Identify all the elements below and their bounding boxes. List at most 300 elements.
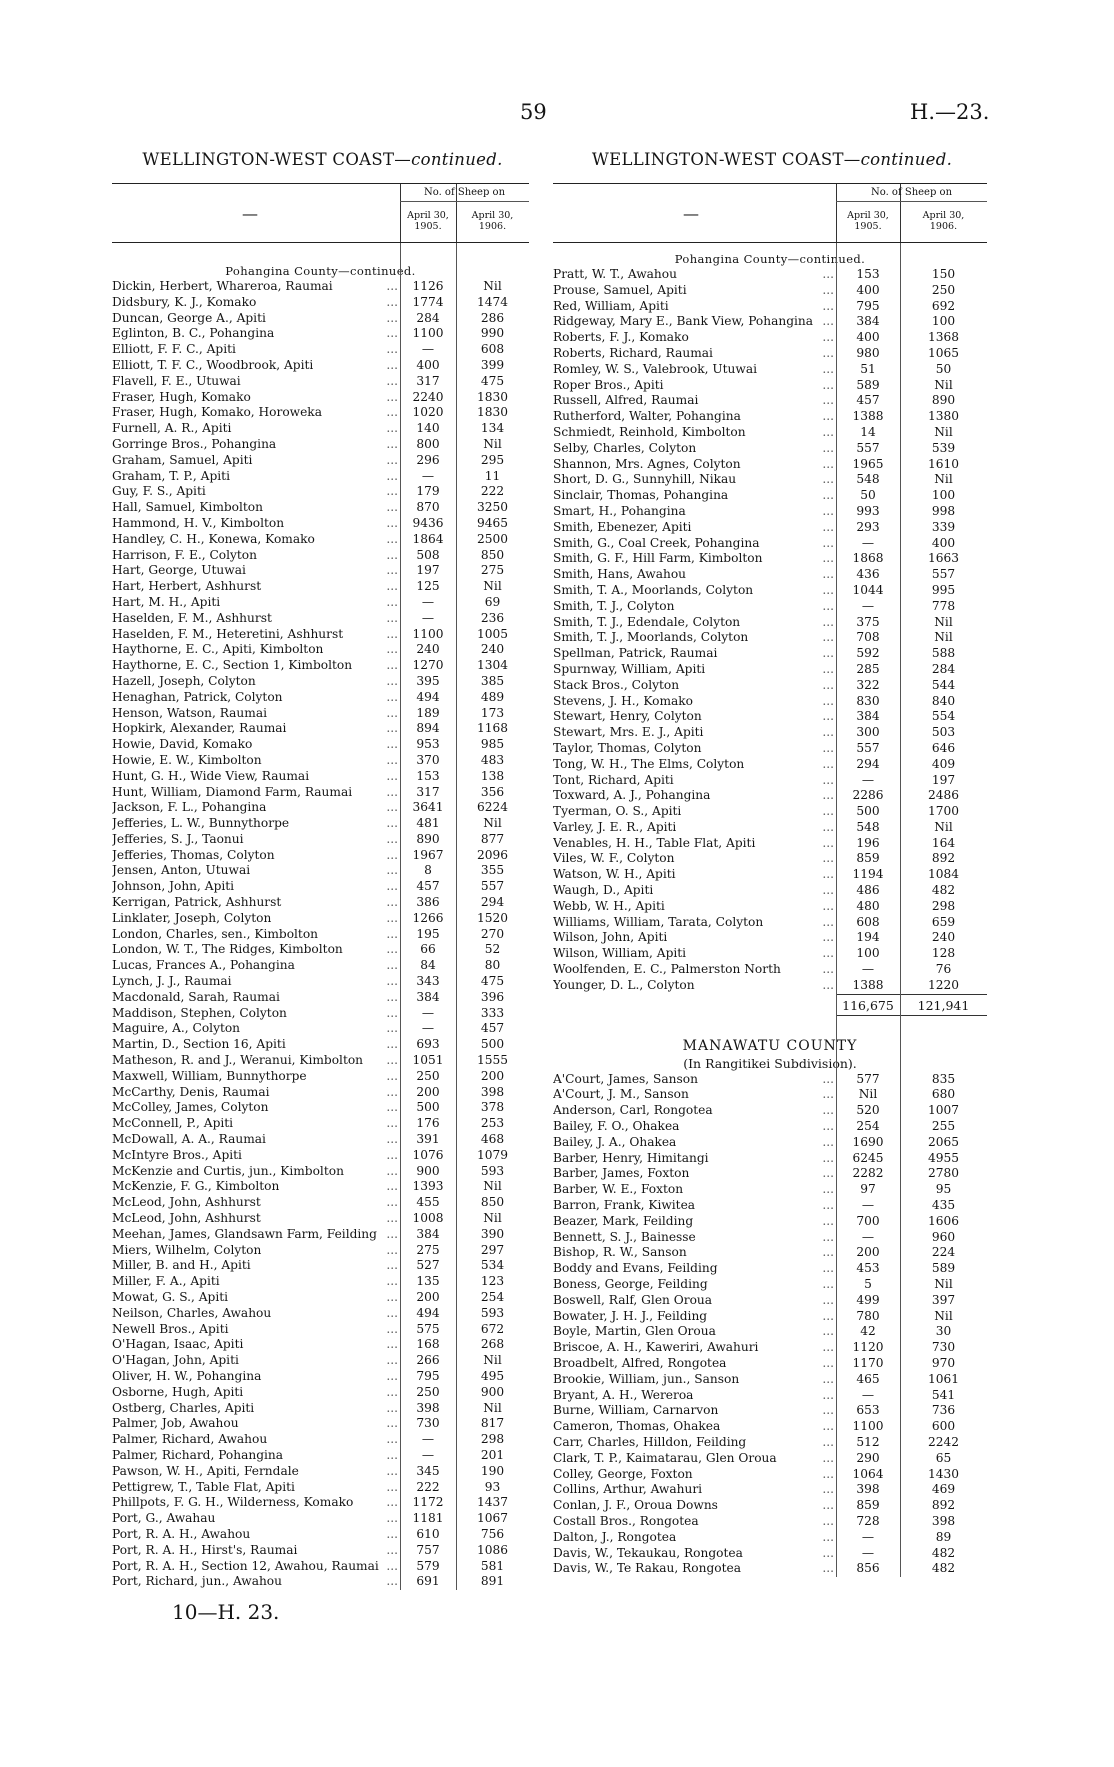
sheep-1905: 5 [864, 1277, 872, 1292]
holder-name: Smith, G., Coal Creek, Pohangina ... [553, 535, 834, 550]
table-row [112, 658, 529, 674]
table-row [112, 627, 529, 643]
sheep-1905: 577 [856, 1071, 880, 1086]
sheep-1905: 457 [416, 879, 440, 894]
left-column [112, 150, 529, 1624]
sheep-1905: 197 [416, 563, 440, 578]
sheep-1906: 398 [480, 1084, 505, 1099]
sheep-1905: 993 [856, 503, 880, 518]
sheep-1905: 1965 [852, 456, 884, 471]
holder-name: Hammond, H. V., Kimbolton ... [112, 515, 398, 530]
table-row [553, 314, 987, 330]
holder-name: Stevens, J. H., Komako ... [553, 693, 834, 708]
sheep-1905: 195 [416, 926, 440, 941]
sheep-1906: 817 [480, 1416, 505, 1431]
table-row [112, 1116, 529, 1132]
sheep-1905: 135 [416, 1274, 440, 1289]
table-row [553, 646, 987, 662]
sheep-1906: 255 [931, 1119, 956, 1134]
sheep-1906: 995 [931, 582, 956, 597]
holder-name: Barber, James, Foxton ... [553, 1166, 834, 1181]
sheep-1906: 164 [931, 835, 956, 850]
sheep-1906: 970 [931, 1356, 956, 1370]
sheep-1906: 398 [931, 1513, 956, 1528]
sheep-1905: 275 [416, 1242, 440, 1257]
table-row [553, 1230, 987, 1246]
sheep-1906: Nil [934, 472, 953, 487]
sheep-1905: 830 [856, 693, 880, 708]
sheep-1906: 581 [480, 1558, 505, 1573]
sheep-1906: Nil [934, 1277, 953, 1292]
sheep-1906: 128 [931, 946, 956, 961]
table-row [112, 563, 529, 579]
sheep-1905: 494 [416, 689, 440, 704]
holder-name: Romley, W. S., Valebrook, Utuwai ... [553, 361, 834, 376]
sheep-1905: 284 [416, 310, 440, 325]
holder-name: Watson, W. H., Apiti ... [553, 867, 834, 882]
holder-name: Wilson, William, Apiti ... [553, 946, 834, 961]
table-row [553, 1309, 987, 1325]
holder-name: Henson, Watson, Raumai ... [112, 705, 398, 720]
holder-name: A'Court, James, Sanson ... [553, 1071, 834, 1086]
table-row [112, 753, 529, 769]
sheep-1905: 100 [856, 946, 880, 961]
sheep-1905: 708 [856, 630, 880, 645]
sheep-1906: 1555 [476, 1053, 509, 1068]
holder-name: Shannon, Mrs. Agnes, Colyton ... [553, 456, 834, 471]
holder-name: Carr, Charles, Hilldon, Feilding ... [553, 1434, 834, 1449]
holder-name: Port, R. A. H., Section 12, Awahou, Raumai ... [112, 1558, 398, 1573]
sheep-1905: 795 [416, 1368, 440, 1383]
footer-signature: 10—H. 23. [172, 1600, 280, 1625]
holder-name: Red, William, Apiti ... [553, 298, 834, 313]
sheep-1906: 333 [480, 1005, 505, 1020]
sheep-1905: 250 [416, 1068, 440, 1083]
sheep-1905: 512 [856, 1434, 880, 1449]
sheep-1905: 293 [856, 519, 880, 534]
holder-name: Roper Bros., Apiti ... [553, 377, 834, 392]
table-row [112, 721, 529, 737]
holder-name: Fraser, Hugh, Komako ... [112, 389, 398, 404]
table-row [553, 694, 987, 710]
table-row [553, 851, 987, 867]
sheep-1905: 14 [860, 424, 876, 439]
table-row [112, 484, 529, 500]
holder-name: Tont, Richard, Apiti ... [553, 772, 834, 787]
sheep-1905: 200 [416, 1290, 440, 1304]
holder-name: Ridgeway, Mary E., Bank View, Pohangina ... [553, 314, 834, 329]
sheep-1905: 592 [856, 646, 880, 661]
table-row [112, 1448, 529, 1464]
sheep-1905: 1172 [412, 1495, 444, 1510]
sheep-1905: 8 [424, 863, 432, 878]
table-row [112, 595, 529, 611]
table-row [112, 611, 529, 627]
sheep-1905: 1270 [412, 658, 444, 673]
holder-name: Stack Bros., Colyton ... [553, 677, 834, 692]
table-row [553, 1451, 987, 1467]
holder-name: Bailey, F. O., Ohakea ... [553, 1119, 834, 1134]
sheep-1906: Nil [483, 579, 502, 594]
sheep-1906: 95 [935, 1182, 952, 1197]
holder-name: Hall, Samuel, Kimbolton ... [112, 500, 398, 515]
sheep-1906: 2500 [476, 531, 509, 546]
sheep-1906: 1086 [476, 1542, 509, 1557]
table-row [112, 1574, 529, 1590]
sheep-1906: 254 [480, 1290, 505, 1304]
sheep-1905: 500 [856, 804, 880, 819]
table-row [112, 500, 529, 516]
sheep-1905: 386 [416, 895, 440, 910]
table-row [112, 863, 529, 879]
holder-name: Henaghan, Patrick, Colyton ... [112, 689, 398, 704]
holder-name: Port, G., Awahau ... [112, 1511, 398, 1526]
table-row [112, 1495, 529, 1511]
holder-name: Haselden, F. M., Heteretini, Ashhurst ... [112, 626, 398, 641]
holder-name: Barber, Henry, Himitangi ... [553, 1150, 834, 1165]
holder-name: Miller, F. A., Apiti ... [112, 1274, 398, 1289]
table-row [553, 583, 987, 599]
right-header-span: No. of Sheep on [836, 187, 987, 202]
holder-name: Prouse, Samuel, Apiti ... [553, 282, 834, 297]
sheep-1906: 4955 [927, 1150, 960, 1165]
right-column [553, 150, 987, 1577]
sheep-1905: 1967 [412, 847, 444, 862]
holder-name: Didsbury, K. J., Komako ... [112, 294, 398, 309]
sheep-1906: 123 [480, 1274, 505, 1289]
holder-name: McKenzie, F. G., Kimbolton ... [112, 1179, 398, 1194]
sheep-1906: 356 [480, 784, 505, 799]
right-table-header [553, 183, 987, 243]
holder-name: Beazer, Mark, Feilding ... [553, 1213, 834, 1228]
sheep-1906: 240 [480, 642, 505, 657]
sheep-1906: 469 [931, 1482, 956, 1497]
sheep-1906: 435 [931, 1198, 956, 1213]
holder-name: Short, D. G., Sunnyhill, Nikau ... [553, 472, 834, 487]
holder-name: Hart, Herbert, Ashhurst ... [112, 579, 398, 594]
holder-name: Spellman, Patrick, Raumai ... [553, 646, 834, 661]
holder-name: McLeod, John, Ashhurst ... [112, 1211, 398, 1226]
sheep-1906: 268 [480, 1337, 505, 1352]
table-row [112, 832, 529, 848]
table-row [553, 1561, 987, 1577]
table-row [553, 1388, 987, 1404]
sheep-1906: 544 [931, 677, 956, 692]
table-row [112, 1480, 529, 1496]
sheep-1905: 453 [856, 1261, 880, 1276]
sheep-1906: 1220 [927, 977, 960, 992]
holder-name: Boness, George, Feilding ... [553, 1277, 834, 1292]
sheep-1906: 877 [480, 831, 505, 846]
table-row [112, 769, 529, 785]
holder-name: McIntyre Bros., Apiti ... [112, 1147, 398, 1162]
sheep-1906: 1437 [476, 1495, 509, 1510]
sheep-1905: 795 [856, 298, 880, 313]
holder-name: Jefferies, L. W., Bunnythorpe ... [112, 816, 398, 831]
sheep-1905: 296 [416, 452, 440, 467]
table-row [112, 1211, 529, 1227]
table-row [112, 326, 529, 342]
table-row [553, 930, 987, 946]
sheep-1905: 375 [856, 614, 880, 629]
sheep-1905: 436 [856, 567, 880, 582]
sheep-1906: 3250 [476, 500, 509, 515]
table-row [553, 836, 987, 852]
holder-name: Howie, E. W., Kimbolton ... [112, 752, 398, 767]
table-row [553, 615, 987, 631]
holder-name: McKenzie and Curtis, jun., Kimbolton ... [112, 1163, 398, 1178]
sheep-1905: 527 [416, 1258, 440, 1273]
holder-name: Collins, Arthur, Awahuri ... [553, 1482, 834, 1497]
sheep-1905: Nil [858, 1087, 878, 1102]
holder-name: Guy, F. S., Apiti ... [112, 484, 398, 499]
sheep-1905: 653 [856, 1403, 880, 1418]
holder-name: Port, Richard, jun., Awahou ... [112, 1574, 398, 1589]
sheep-1906: 892 [931, 851, 956, 866]
table-row [553, 725, 987, 741]
sheep-1906: 30 [935, 1324, 952, 1339]
holder-name: McDowall, A. A., Raumai ... [112, 1132, 398, 1147]
table-row [553, 1277, 987, 1293]
table-row [553, 899, 987, 915]
holder-name: Smith, T. J., Moorlands, Colyton ... [553, 630, 834, 645]
sheep-1905: 1100 [412, 626, 444, 641]
sheep-1906: 200 [480, 1068, 505, 1083]
sheep-1905: 1690 [852, 1134, 884, 1149]
sheep-1905: 870 [416, 500, 440, 515]
holder-name: Smith, T. J., Colyton ... [553, 598, 834, 613]
table-row [112, 1353, 529, 1369]
sheep-1905: 285 [856, 661, 880, 676]
table-row [112, 1243, 529, 1259]
sheep-1906: 275 [480, 563, 505, 578]
sheep-1906: 475 [480, 974, 505, 989]
table-row [553, 788, 987, 804]
sheep-1906: 298 [931, 898, 956, 913]
table-row [112, 1164, 529, 1180]
sheep-1905: 400 [856, 330, 880, 345]
left-section-heading: Pohangina County—continued. [225, 264, 416, 278]
holder-name: Roberts, F. J., Komako ... [553, 330, 834, 345]
sheep-1906: 6224 [476, 800, 509, 815]
holder-name: Maguire, A., Colyton ... [112, 1021, 398, 1036]
holder-name: Hunt, William, Diamond Farm, Raumai ... [112, 784, 398, 799]
table-row [112, 1369, 529, 1385]
table-row [112, 1179, 529, 1195]
sheep-1906: 197 [931, 772, 956, 787]
holder-name: Selby, Charles, Colyton ... [553, 440, 834, 455]
sheep-1905: 548 [856, 819, 880, 834]
table-row [553, 1403, 987, 1419]
holder-name: Howie, David, Komako ... [112, 737, 398, 752]
sheep-1905: 1864 [412, 531, 444, 546]
sheep-1906: Nil [934, 1308, 953, 1323]
holder-name: Hazell, Joseph, Colyton ... [112, 673, 398, 688]
holder-name: Sinclair, Thomas, Pohangina ... [553, 488, 834, 503]
holder-name: Jefferies, Thomas, Colyton ... [112, 847, 398, 862]
table-row [112, 674, 529, 690]
sheep-1905: 194 [856, 930, 880, 945]
table-row [112, 1274, 529, 1290]
table-row [553, 283, 987, 299]
right-header-col2: April 30, 1906. [922, 210, 965, 232]
sheep-1905: — [421, 1021, 435, 1036]
holder-name: Dickin, Herbert, Whareroa, Raumai ... [112, 279, 398, 293]
sheep-1906: 534 [480, 1258, 505, 1273]
sheep-1906: 1830 [476, 405, 509, 420]
sheep-1906: Nil [483, 1211, 502, 1226]
sheep-1905: 1868 [852, 551, 884, 566]
holder-name: Taylor, Thomas, Colyton ... [553, 740, 834, 755]
sheep-1906: 1084 [927, 867, 960, 882]
sheep-1906: Nil [934, 614, 953, 629]
table-row [112, 1258, 529, 1274]
table-row [553, 1135, 987, 1151]
sheep-1905: 384 [856, 709, 880, 724]
sheep-1906: 680 [931, 1087, 956, 1102]
table-row [553, 773, 987, 789]
sheep-1906: 224 [931, 1245, 956, 1260]
table-row [112, 1306, 529, 1322]
sheep-1906: 503 [931, 725, 956, 740]
sheep-1906: 284 [931, 661, 956, 676]
table-row [553, 662, 987, 678]
sheep-1906: 1380 [927, 409, 960, 424]
table-row [553, 1151, 987, 1167]
sheep-1906: 1610 [927, 456, 960, 471]
left-table-body [112, 243, 529, 1590]
sheep-1906: 588 [931, 646, 956, 661]
table-row [112, 816, 529, 832]
holder-name: McCarthy, Denis, Raumai ... [112, 1084, 398, 1099]
sheep-1905: 266 [416, 1353, 440, 1368]
sheep-1905: 398 [416, 1400, 440, 1415]
left-title-continued: continued. [411, 150, 503, 169]
sheep-1905: 1120 [852, 1340, 884, 1355]
holder-name: Harrison, F. E., Colyton ... [112, 547, 398, 562]
sheep-1905: 300 [856, 725, 880, 740]
holder-name: Macdonald, Sarah, Raumai ... [112, 989, 398, 1004]
sheep-1905: 557 [856, 740, 880, 755]
sheep-1905: 481 [416, 816, 440, 831]
table-row [553, 741, 987, 757]
sheep-1906: 9465 [476, 515, 509, 530]
sheep-1906: 400 [931, 535, 956, 550]
sheep-1905: 1266 [412, 910, 444, 925]
holder-name: Clark, T. P., Kaimatarau, Glen Oroua ... [553, 1450, 834, 1465]
holder-name: Palmer, Richard, Pohangina ... [112, 1447, 398, 1462]
holder-name: Wilson, John, Apiti ... [553, 930, 834, 945]
table-row [112, 1021, 529, 1037]
table-row [112, 1227, 529, 1243]
table-row [553, 393, 987, 409]
table-row [553, 362, 987, 378]
sheep-1906: 150 [931, 267, 956, 281]
holder-name: Port, R. A. H., Awahou ... [112, 1526, 398, 1541]
holder-name: Port, R. A. H., Hirst's, Raumai ... [112, 1542, 398, 1557]
right-section-heading: Pohangina County—continued. [674, 252, 866, 266]
holder-name: McColley, James, Colyton ... [112, 1100, 398, 1115]
sheep-1905: 1020 [412, 405, 444, 420]
holder-name: Brookie, William, jun., Sanson ... [553, 1371, 834, 1386]
table-row [553, 267, 987, 283]
sheep-1906: 557 [480, 879, 505, 894]
sheep-1906: 409 [931, 756, 956, 771]
sheep-1906: 593 [480, 1305, 505, 1320]
table-row [553, 488, 987, 504]
table-row [553, 1467, 987, 1483]
sheep-1906: 1430 [927, 1466, 960, 1481]
sheep-1906: Nil [483, 279, 502, 293]
sheep-1905: 317 [416, 784, 440, 799]
table-row [553, 1356, 987, 1372]
sheep-1905: 9436 [412, 515, 444, 530]
table-row [112, 1464, 529, 1480]
sheep-1906: 1700 [927, 804, 960, 819]
holder-name: Costall Bros., Rongotea ... [553, 1513, 834, 1528]
holder-name: Miller, B. and H., Apiti ... [112, 1258, 398, 1273]
holder-name: Bryant, A. H., Wereroa ... [553, 1387, 834, 1402]
sheep-1906: 900 [480, 1384, 505, 1399]
table-row [553, 804, 987, 820]
sheep-1905: 800 [416, 436, 440, 451]
sheep-1905: 1194 [852, 867, 884, 882]
table-row [553, 962, 987, 978]
right-header-col1: April 30, 1905. [847, 210, 889, 232]
table-row [112, 1085, 529, 1101]
holder-name: Flavell, F. E., Utuwai ... [112, 373, 398, 388]
sheep-1906: 495 [480, 1368, 505, 1383]
table-row [112, 927, 529, 943]
holder-name: Briscoe, A. H., Kaweriri, Awahuri ... [553, 1340, 834, 1355]
holder-name: Elliott, T. F. C., Woodbrook, Apiti ... [112, 357, 398, 372]
sheep-1906: 482 [931, 1561, 956, 1576]
sheep-1905: 66 [420, 942, 436, 957]
sheep-1906: 240 [931, 930, 956, 945]
holder-name: Burne, William, Carnarvon ... [553, 1403, 834, 1418]
sheep-1906: 756 [480, 1526, 505, 1541]
table-row [112, 1527, 529, 1543]
table-row [112, 279, 529, 295]
sheep-1905: 856 [856, 1561, 880, 1576]
sheep-1905: 3641 [412, 800, 444, 815]
table-row [112, 1100, 529, 1116]
sheep-1906: 270 [480, 926, 505, 941]
holder-name: Bowater, J. H. J., Feilding ... [553, 1308, 834, 1323]
holder-name: Bishop, R. W., Sanson ... [553, 1245, 834, 1260]
sheep-1905: 1044 [852, 582, 884, 597]
holder-name: Smith, Ebenezer, Apiti ... [553, 519, 834, 534]
holder-name: Lucas, Frances A., Pohangina ... [112, 958, 398, 973]
holder-name: O'Hagan, Isaac, Apiti ... [112, 1337, 398, 1352]
table-row [553, 867, 987, 883]
table-row [112, 785, 529, 801]
sheep-1905: 494 [416, 1305, 440, 1320]
sheep-1905: 548 [856, 472, 880, 487]
table-row [112, 1543, 529, 1559]
sheep-1905: 455 [416, 1195, 440, 1210]
table-row [553, 425, 987, 441]
sheep-1906: 500 [480, 1037, 505, 1052]
sheep-1906: 692 [931, 298, 956, 313]
table-row [112, 579, 529, 595]
holder-name: London, Charles, sen., Kimbolton ... [112, 926, 398, 941]
sheep-1905: 1388 [852, 977, 884, 992]
table-row [553, 1546, 987, 1562]
sheep-1906: 100 [931, 314, 956, 329]
sheep-1905: — [421, 468, 435, 483]
sheep-1905: 2240 [412, 389, 444, 404]
